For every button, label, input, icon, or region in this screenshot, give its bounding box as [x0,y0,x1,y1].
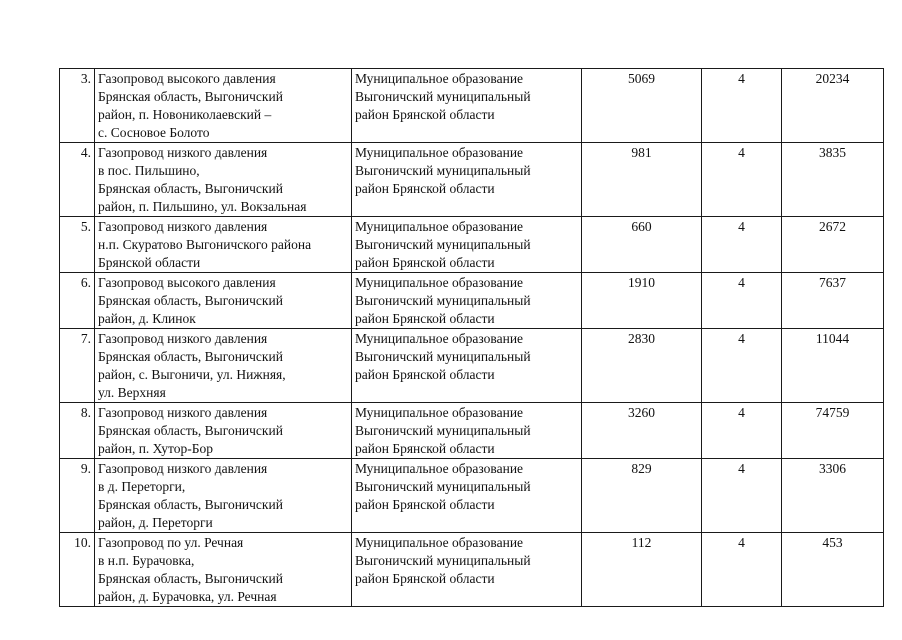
object-name-cell: Газопровод по ул. Речная в н.п. Бурачовка, Брянская область, Выгоничский район, д. Бурачовка, ул. Речная [95,533,352,607]
row-number-cell: 7. [60,329,95,403]
table-row [60,329,884,403]
row-number-cell: 9. [60,459,95,533]
owner-cell: Муниципальное образование Выгоничский муниципальный район Брянской области [352,329,582,403]
value-cell: 2672 [782,217,884,273]
object-name-cell: Газопровод низкого давления Брянская область, Выгоничский район, п. Хутор-Бор [95,403,352,459]
class-cell: 4 [702,459,782,533]
object-name-cell: Газопровод низкого давления в пос. Пильшино, Брянская область, Выгоничский район, п. Пильшино, ул. Вокзальная [95,143,352,217]
object-name-cell: Газопровод низкого давления в д. Переторги, Брянская область, Выгоничский район, д. Переторги [95,459,352,533]
object-name-cell: Газопровод низкого давления Брянская область, Выгоничский район, с. Выгоничи, ул. Нижняя, ул. Верхняя [95,329,352,403]
object-name-cell: Газопровод низкого давления н.п. Скуратово Выгоничского района Брянской области [95,217,352,273]
table-row [60,533,884,607]
row-number-cell: 5. [60,217,95,273]
row-number-cell: 6. [60,273,95,329]
length-cell: 829 [582,459,702,533]
class-cell: 4 [702,217,782,273]
object-name-cell: Газопровод высокого давления Брянская область, Выгоничский район, д. Клинок [95,273,352,329]
value-cell: 20234 [782,69,884,143]
length-cell: 5069 [582,69,702,143]
row-number-cell: 3. [60,69,95,143]
gas-pipeline-table [59,68,884,607]
owner-cell: Муниципальное образование Выгоничский муниципальный район Брянской области [352,217,582,273]
owner-cell: Муниципальное образование Выгоничский муниципальный район Брянской области [352,273,582,329]
class-cell: 4 [702,143,782,217]
table-row [60,69,884,143]
length-cell: 2830 [582,329,702,403]
class-cell: 4 [702,533,782,607]
length-cell: 1910 [582,273,702,329]
object-name-cell: Газопровод высокого давления Брянская область, Выгоничский район, п. Новониколаевский – с. Сосновое Болото [95,69,352,143]
row-number-cell: 10. [60,533,95,607]
table-row [60,143,884,217]
value-cell: 7637 [782,273,884,329]
class-cell: 4 [702,403,782,459]
table-row [60,459,884,533]
value-cell: 453 [782,533,884,607]
owner-cell: Муниципальное образование Выгоничский муниципальный район Брянской области [352,69,582,143]
length-cell: 981 [582,143,702,217]
table-row [60,403,884,459]
owner-cell: Муниципальное образование Выгоничский муниципальный район Брянской области [352,403,582,459]
class-cell: 4 [702,69,782,143]
value-cell: 3306 [782,459,884,533]
value-cell: 3835 [782,143,884,217]
class-cell: 4 [702,273,782,329]
table-row [60,217,884,273]
row-number-cell: 8. [60,403,95,459]
class-cell: 4 [702,329,782,403]
length-cell: 3260 [582,403,702,459]
length-cell: 660 [582,217,702,273]
owner-cell: Муниципальное образование Выгоничский муниципальный район Брянской области [352,143,582,217]
table-row [60,273,884,329]
value-cell: 11044 [782,329,884,403]
owner-cell: Муниципальное образование Выгоничский муниципальный район Брянской области [352,533,582,607]
length-cell: 112 [582,533,702,607]
owner-cell: Муниципальное образование Выгоничский муниципальный район Брянской области [352,459,582,533]
value-cell: 74759 [782,403,884,459]
row-number-cell: 4. [60,143,95,217]
